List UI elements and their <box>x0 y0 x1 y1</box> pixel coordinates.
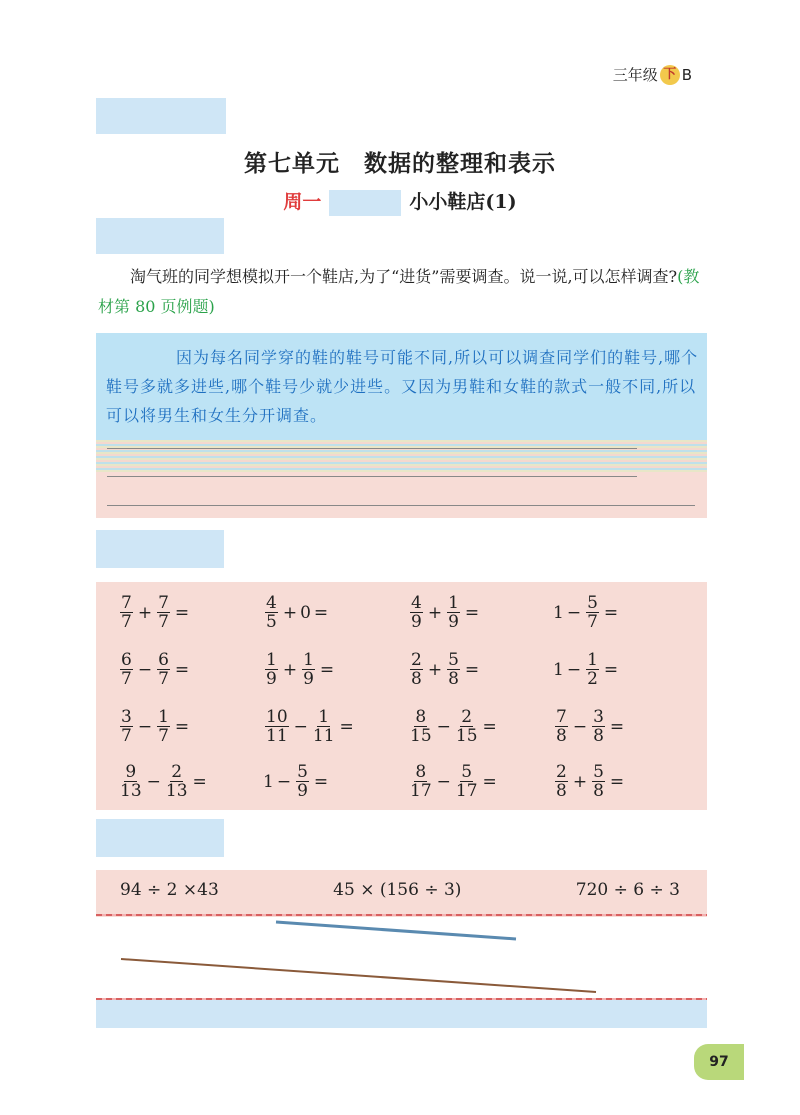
scribble-marks <box>96 917 707 1000</box>
section-tab-1 <box>96 98 226 134</box>
fraction: $\frac{8}{15}$ <box>410 707 432 746</box>
fraction: $\frac{1}{9}$ <box>448 593 459 632</box>
fraction: $\frac{5}{8}$ <box>448 650 459 689</box>
writing-line <box>107 448 637 449</box>
calc-item: 1 − $\frac{5}{9}$ = <box>263 762 329 801</box>
fraction: $\frac{5}{8}$ <box>593 762 604 801</box>
calc-item: $\frac{2}{8}$ + $\frac{5}{8}$ = <box>411 650 480 689</box>
calc-item: 1 − $\frac{5}{7}$ = <box>553 593 619 632</box>
mixed-expression: 45 × (156 ÷ 3) <box>333 880 462 900</box>
fraction: $\frac{2}{8}$ <box>556 762 567 801</box>
calc-item: $\frac{7}{8}$ − $\frac{3}{8}$ = <box>556 707 625 746</box>
calc-row <box>118 708 698 745</box>
calc-item: $\frac{3}{7}$ − $\frac{1}{7}$ = <box>121 707 190 746</box>
calc-item: $\frac{2}{8}$ + $\frac{5}{8}$ = <box>556 762 625 801</box>
question-text: 淘气班的同学想模拟开一个鞋店,为了“进货”需要调查。说一说,可以怎样调查?(教材第 80 页例题) <box>98 267 700 316</box>
mixed-expression: 94 ÷ 2 ×43 <box>120 880 219 900</box>
fraction: $\frac{2}{8}$ <box>411 650 422 689</box>
fraction: $\frac{1}{7}$ <box>158 707 169 746</box>
calc-row <box>118 651 698 688</box>
fraction: $\frac{2}{13}$ <box>165 762 188 801</box>
fraction: $\frac{8}{17}$ <box>410 762 432 801</box>
calc-item: $\frac{1}{9}$ + $\frac{1}{9}$ = <box>266 650 335 689</box>
calc-item: $\frac{8}{17}$ − $\frac{5}{17}$ = <box>410 762 497 801</box>
calc-row <box>118 763 698 800</box>
fraction: $\frac{3}{8}$ <box>593 707 604 746</box>
calc-item: $\frac{9}{13}$ − $\frac{2}{13}$ = <box>120 762 207 801</box>
fraction: $\frac{1}{2}$ <box>587 650 598 689</box>
fraction: $\frac{5}{9}$ <box>297 762 308 801</box>
calc-item: $\frac{10}{11}$ − $\frac{1}{11}$ = <box>266 707 354 746</box>
lesson-title: 周一 小小鞋店(1) <box>0 187 800 216</box>
mixed-expression: 720 ÷ 6 ÷ 3 <box>575 880 680 900</box>
calc-item: $\frac{6}{7}$ − $\frac{6}{7}$ = <box>121 650 190 689</box>
fraction: $\frac{1}{9}$ <box>303 650 314 689</box>
calc-row <box>118 594 698 631</box>
page-number: 97 <box>694 1044 744 1080</box>
volume-badge: 下 <box>660 65 680 85</box>
calc-item: $\frac{4}{9}$ + $\frac{1}{9}$ = <box>411 593 480 632</box>
fraction: $\frac{7}{7}$ <box>121 593 132 632</box>
fraction: $\frac{5}{7}$ <box>587 593 598 632</box>
calc-item: $\frac{4}{5}$ + 0 = <box>266 593 329 632</box>
writing-line <box>107 476 637 477</box>
fraction: $\frac{2}{15}$ <box>455 707 478 746</box>
answer-text: 因为每名同学穿的鞋的鞋号可能不同,所以可以调查同学们的鞋号,哪个鞋号多就多进些,哪个鞋号少就少进些。又因为男鞋和女鞋的款式一般不同,所以可以将男生和女生分开调查。 <box>106 348 699 425</box>
fraction: $\frac{4}{9}$ <box>411 593 422 632</box>
fraction: $\frac{3}{7}$ <box>121 707 132 746</box>
section-tab-3 <box>96 530 224 568</box>
calc-item: 1 − $\frac{1}{2}$ = <box>553 650 619 689</box>
section-tab-2 <box>96 218 224 254</box>
calc-item: $\frac{8}{15}$ − $\frac{2}{15}$ = <box>410 707 497 746</box>
fraction: $\frac{10}{11}$ <box>266 707 288 746</box>
fraction: $\frac{1}{11}$ <box>312 707 335 746</box>
fraction: $\frac{5}{17}$ <box>455 762 478 801</box>
fraction: $\frac{4}{5}$ <box>266 593 277 632</box>
section-tab-4 <box>96 819 224 857</box>
mixed-calc-row <box>120 880 680 900</box>
unit-title: 第七单元 数据的整理和表示 <box>244 151 556 177</box>
fraction: $\frac{6}{7}$ <box>158 650 169 689</box>
calc-item: $\frac{7}{7}$ + $\frac{7}{7}$ = <box>121 593 190 632</box>
fraction: $\frac{6}{7}$ <box>121 650 132 689</box>
grade-label: 三年级 下 B <box>612 65 692 84</box>
fraction: $\frac{7}{7}$ <box>158 593 169 632</box>
fraction: $\frac{9}{13}$ <box>120 762 142 801</box>
fraction: $\frac{1}{9}$ <box>266 650 277 689</box>
writing-line <box>107 505 695 506</box>
fraction: $\frac{7}{8}$ <box>556 707 567 746</box>
